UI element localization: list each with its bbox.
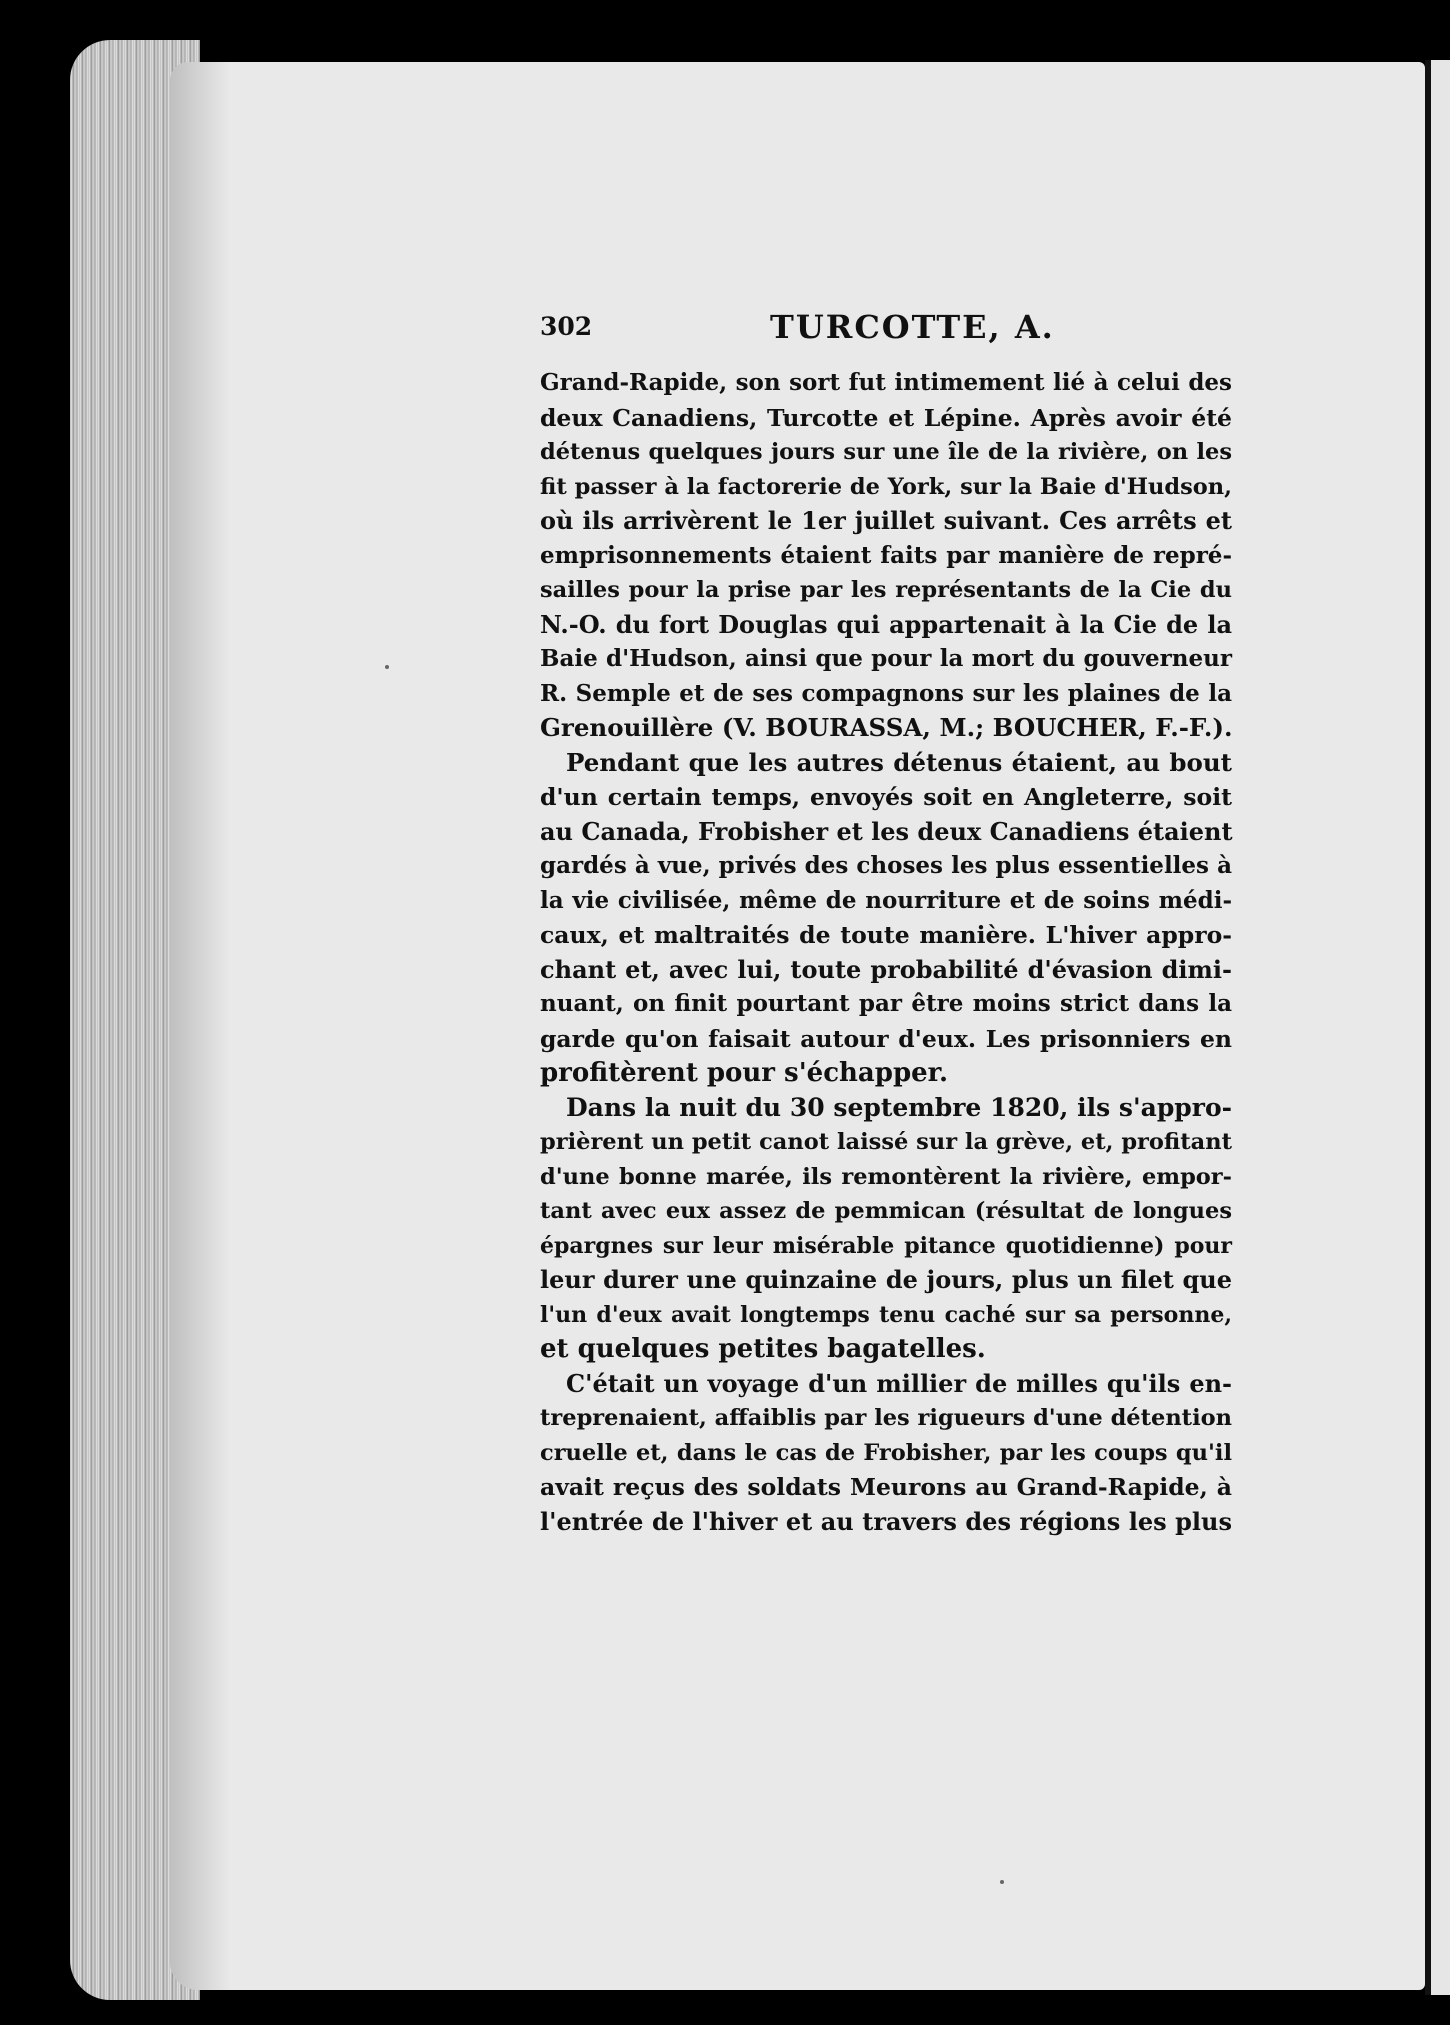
text-line: R. Semple et de ses compagnons sur les plaines de la bbox=[540, 679, 1232, 707]
text-line: tant avec eux assez de pemmican (résultat de longues bbox=[540, 1198, 1232, 1224]
facing-page-edge bbox=[1425, 60, 1450, 1995]
text-line: Baie d'Hudson, ainsi que pour la mort du gouverneur bbox=[540, 645, 1232, 672]
text-line: caux, et maltraités de toute manière. L'hiver appro- bbox=[540, 921, 1232, 949]
text-line: treprenaient, affaiblis par les rigueurs d'une détention bbox=[540, 1405, 1232, 1431]
text-line: deux Canadiens, Turcotte et Lépine. Après avoir été bbox=[540, 403, 1232, 432]
text-line: et quelques petites bagatelles. bbox=[540, 1334, 986, 1364]
text-line: l'un d'eux avait longtemps tenu caché sur sa personne, bbox=[540, 1301, 1232, 1328]
page-header bbox=[540, 308, 1245, 348]
text-line: Dans la nuit du 30 septembre 1820, ils s'appro- bbox=[566, 1092, 1232, 1122]
text-line: sailles pour la prise par les représentants de la Cie du bbox=[540, 577, 1232, 603]
text-line: N.-O. du fort Douglas qui appartenait à la Cie de la bbox=[540, 609, 1232, 639]
text-line: leur durer une quinzaine de jours, plus un filet que bbox=[540, 1265, 1232, 1294]
page-number: 302 bbox=[540, 312, 593, 341]
gutter-shadow bbox=[170, 62, 230, 1990]
text-line: fit passer à la factorerie de York, sur la Baie d'Hudson, bbox=[540, 473, 1232, 500]
text-line: Pendant que les autres détenus étaient, au bout bbox=[566, 747, 1232, 777]
text-line: chant et, avec lui, toute probabilité d'évasion dimi- bbox=[540, 954, 1232, 984]
text-line: au Canada, Frobisher et les deux Canadiens étaient bbox=[540, 816, 1233, 846]
running-head: TURCOTTE, A. bbox=[770, 308, 1055, 346]
text-line: nuant, on finit pourtant par être moins strict dans la bbox=[540, 990, 1232, 1017]
text-line: l'entrée de l'hiver et au travers des régions les plus bbox=[540, 1506, 1232, 1536]
text-line: épargnes sur leur misérable pitance quotidienne) pour bbox=[540, 1232, 1232, 1259]
text-line: avait reçus des soldats Meurons au Grand-Rapide, à bbox=[540, 1473, 1232, 1501]
text-line: C'était un voyage d'un millier de milles qu'ils en- bbox=[566, 1368, 1232, 1398]
text-line: d'un certain temps, envoyés soit en Angleterre, soit bbox=[540, 783, 1232, 811]
text-line: profitèrent pour s'échapper. bbox=[540, 1058, 949, 1088]
text-line: prièrent un petit canot laissé sur la grève, et, profitant bbox=[540, 1129, 1232, 1155]
text-line: Grand-Rapide, son sort fut intimement lié à celui des bbox=[540, 369, 1232, 396]
text-line: où ils arrivèrent le 1er juillet suivant. Ces arrêts et bbox=[540, 506, 1232, 535]
text-line: garde qu'on faisait autour d'eux. Les prisonniers en bbox=[540, 1024, 1232, 1053]
text-line: détenus quelques jours sur une île de la rivière, on les bbox=[540, 439, 1232, 465]
text-line: gardés à vue, privés des choses les plus essentielles à bbox=[540, 852, 1232, 879]
text-line: emprisonnements étaient faits par manière de repré- bbox=[540, 541, 1232, 569]
body-text bbox=[540, 366, 1232, 1539]
text-line: la vie civilisée, même de nourriture et de soins médi- bbox=[540, 886, 1232, 914]
text-line: cruelle et, dans le cas de Frobisher, par les coups qu'il bbox=[540, 1439, 1232, 1466]
ink-speck bbox=[385, 665, 389, 669]
text-line: Grenouillère (V. BOURASSA, M.; BOUCHER, F.-F.). bbox=[540, 713, 1233, 742]
text-line: d'une bonne marée, ils remontèrent la rivière, empor- bbox=[540, 1163, 1232, 1190]
ink-speck bbox=[1000, 1880, 1004, 1884]
